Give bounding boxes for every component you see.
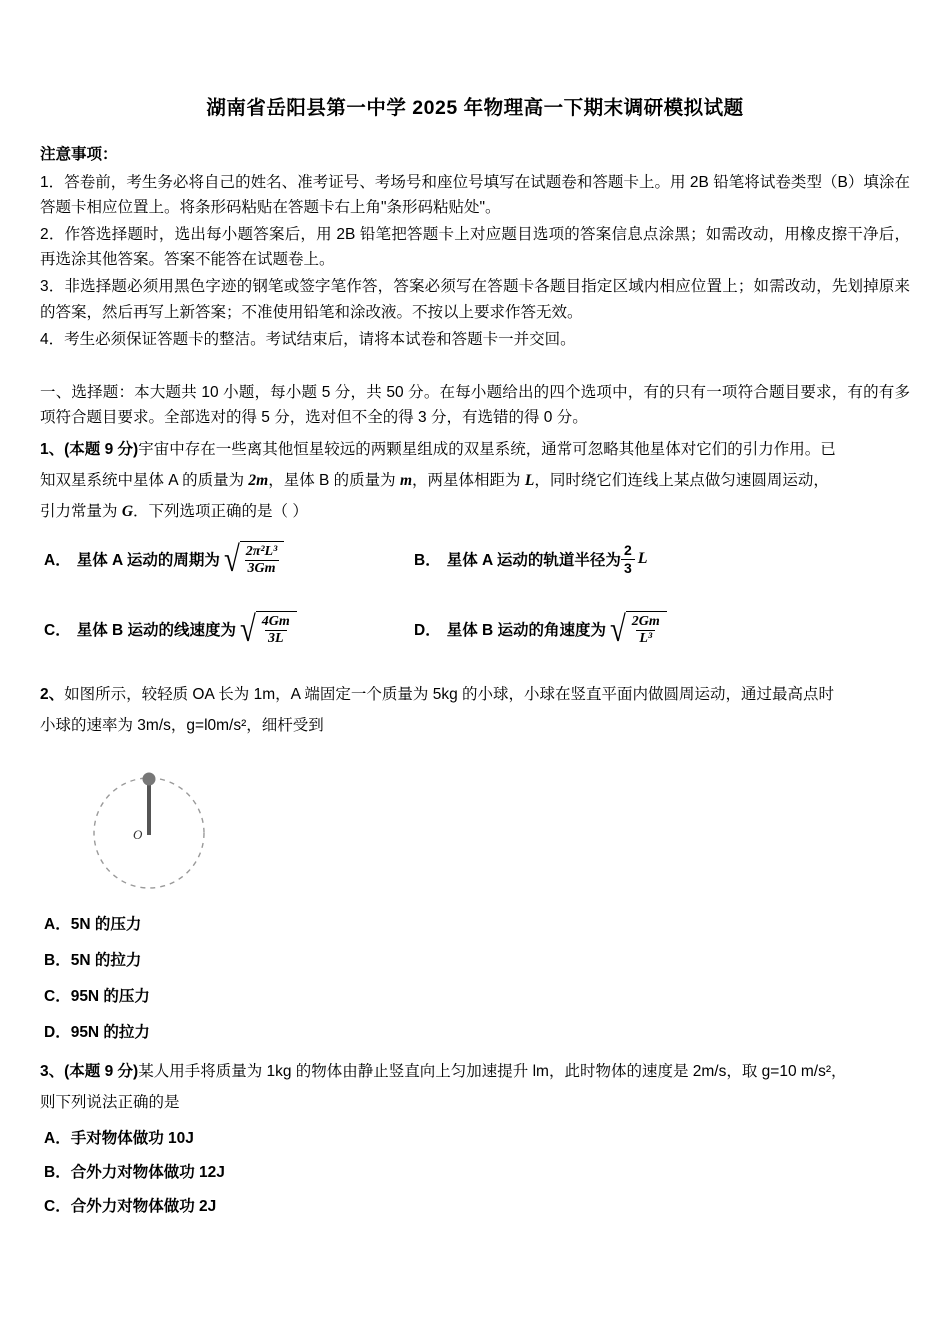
radical-sign-icon: √	[239, 609, 256, 650]
question-1-var-L: L	[524, 471, 535, 489]
question-1-option-A-text: 星体 A 运动的周期为	[76, 552, 220, 570]
question-3-answer-B-text: B．合外力对物体做功 12J	[44, 1164, 225, 1182]
question-2-answer-D-text: D．95N 的拉力	[44, 1024, 150, 1042]
question-1-option-B-numerator: 2	[623, 542, 632, 559]
question-2-number: 2、	[40, 686, 65, 704]
notice-heading: 注意事项：	[40, 146, 118, 163]
question-3-score-tag: (本题 9 分)	[64, 1063, 139, 1081]
question-1-text-3a: 引力常量为	[40, 502, 122, 520]
question-1-option-B[interactable]	[414, 542, 648, 575]
question-1-option-D-numerator: 2Gm	[631, 614, 660, 630]
question-2-answer-B[interactable]	[44, 948, 910, 970]
question-2-answer-C[interactable]	[44, 984, 910, 1006]
notice-item-3: 3．非选择题必须用黑色字迹的钢笔或签字笔作答，答案必须写在答题卡各题目指定区域内相应位置上；如需改动，先划掉原来的答案，然后再写上新答案；不准使用铅笔和涂改液。不按以上要求作答无效。	[40, 278, 910, 321]
question-2-text-1: 如图所示，较轻质 OA 长为 1m，A 端固定一个质量为 5kg 的小球，小球在竖直平面内做圆周运动，通过最高点时	[64, 686, 835, 704]
question-2-answer-C-text: C．95N 的压力	[44, 988, 150, 1006]
question-2-answer-A[interactable]	[44, 912, 910, 934]
question-1-option-D-denominator: L³	[636, 630, 655, 647]
question-2-answer-D[interactable]	[44, 1020, 910, 1042]
question-1-option-A-denominator: 3Gm	[245, 560, 279, 577]
question-1-option-B-label: B．	[414, 552, 441, 570]
question-3-text-1: 某人用手将质量为 1kg 的物体由静止竖直向上匀加速提升 lm，此时物体的速度是 2m/s，取 g=10 m/s²，	[138, 1063, 847, 1081]
radical-sign-icon: √	[609, 609, 626, 650]
question-1-option-D-label: D．	[414, 622, 441, 640]
question-1-option-C-label: C．	[44, 622, 71, 640]
question-1-options-row-1	[40, 539, 910, 580]
question-3-answer-A[interactable]	[44, 1126, 910, 1148]
question-1-option-A-label: A．	[44, 552, 71, 570]
question-1-options-row-2	[40, 609, 910, 650]
question-1-option-D-text: 星体 B 运动的角速度为	[446, 622, 607, 640]
question-1-score-tag: (本题 9 分)	[64, 440, 139, 458]
question-3-answer-B[interactable]	[44, 1160, 910, 1182]
notice-item-1: 1．答卷前，考生务必将自己的姓名、准考证号、考场号和座位号填写在试题卷和答题卡上。用 2B 铅笔将试卷类型（B）填涂在答题卡相应位置上。将条形码粘贴在答题卡右上角"条形码粘贴处"。	[40, 174, 910, 217]
question-1-option-B-text: 星体 A 运动的轨道半径为	[446, 552, 621, 570]
question-3-stem	[40, 1056, 910, 1118]
question-1-option-B-variable: L	[637, 550, 648, 568]
question-3-text-2: 则下列说法正确的是	[40, 1094, 180, 1112]
question-2-stem	[40, 679, 910, 741]
question-3-number: 3、	[40, 1063, 65, 1081]
question-1-option-B-fraction	[621, 542, 635, 575]
question-1-stem	[40, 434, 910, 527]
question-1-text-2a: 知双星系统中星体 A 的质量为	[40, 471, 249, 489]
question-1-text-2c: ，两星体相距为	[412, 471, 525, 489]
question-1-option-A[interactable]	[40, 539, 414, 580]
question-1-option-C-numerator: 4Gm	[261, 614, 290, 630]
question-1-option-D-math	[608, 609, 667, 650]
section-heading-multiple-choice: 一、选择题：本大题共 10 小题，每小题 5 分，共 50 分。在每小题给出的四个选项中，有的只有一项符合题目要求，有的有多项符合题目要求。全部选对的得 5 分，选对但不全的得 3 分，有选错的得 0 分。	[40, 383, 910, 426]
question-1-var-m: m	[399, 471, 413, 489]
question-1-text-3b: ．下列选项正确的是（ ）	[133, 502, 308, 520]
question-1-text-2d: ，同时绕它们连线上某点做匀速圆周运动，	[534, 471, 829, 489]
question-1-text-1: 宇宙中存在一些离其他恒星较远的两颗星组成的双星系统，通常可忽略其他星体对它们的引力作用。已	[138, 440, 836, 458]
question-2-answer-B-text: B．5N 的拉力	[44, 952, 142, 970]
question-1-option-A-math	[222, 539, 284, 580]
question-1-option-D[interactable]	[414, 609, 669, 650]
question-3-answer-C[interactable]	[44, 1194, 910, 1216]
question-2-figure	[74, 751, 910, 906]
ball-marker	[143, 773, 156, 786]
question-3-answer-A-text: A．手对物体做功 10J	[44, 1130, 194, 1148]
vertical-circle-rod-diagram	[74, 751, 234, 901]
question-1-option-C-math	[238, 609, 297, 650]
center-label-O: O	[133, 827, 143, 843]
question-1-var-2m: 2m	[248, 471, 269, 489]
question-2-answer-A-text: A．5N 的压力	[44, 916, 142, 934]
question-1-number: 1、	[40, 440, 65, 458]
question-1-option-C[interactable]	[40, 609, 414, 650]
radical-sign-icon: √	[223, 539, 240, 580]
page-title: 湖南省岳阳县第一中学 2025 年物理高一下期末调研模拟试题	[206, 97, 744, 119]
question-3-answer-C-text: C．合外力对物体做功 2J	[44, 1198, 217, 1216]
question-1-option-C-text: 星体 B 运动的线速度为	[76, 622, 237, 640]
question-1-option-B-denominator: 3	[621, 559, 635, 576]
notice-item-2: 2．作答选择题时，选出每小题答案后，用 2B 铅笔把答题卡上对应题目选项的答案信息点涂黑；如需改动，用橡皮擦干净后，再选涂其他答案。答案不能答在试题卷上。	[40, 226, 910, 269]
notice-item-4: 4．考生必须保证答题卡的整洁。考试结束后，请将本试卷和答题卡一并交回。	[40, 330, 576, 348]
question-1-option-A-numerator: 2π²L³	[245, 543, 278, 559]
question-1-option-C-denominator: 3L	[265, 630, 287, 647]
question-1-var-G: G	[121, 502, 134, 520]
question-1-text-2b: ，星体 B 的质量为	[268, 471, 400, 489]
question-2-text-2: 小球的速率为 3m/s，g=l0m/s²，细杆受到	[40, 717, 324, 735]
